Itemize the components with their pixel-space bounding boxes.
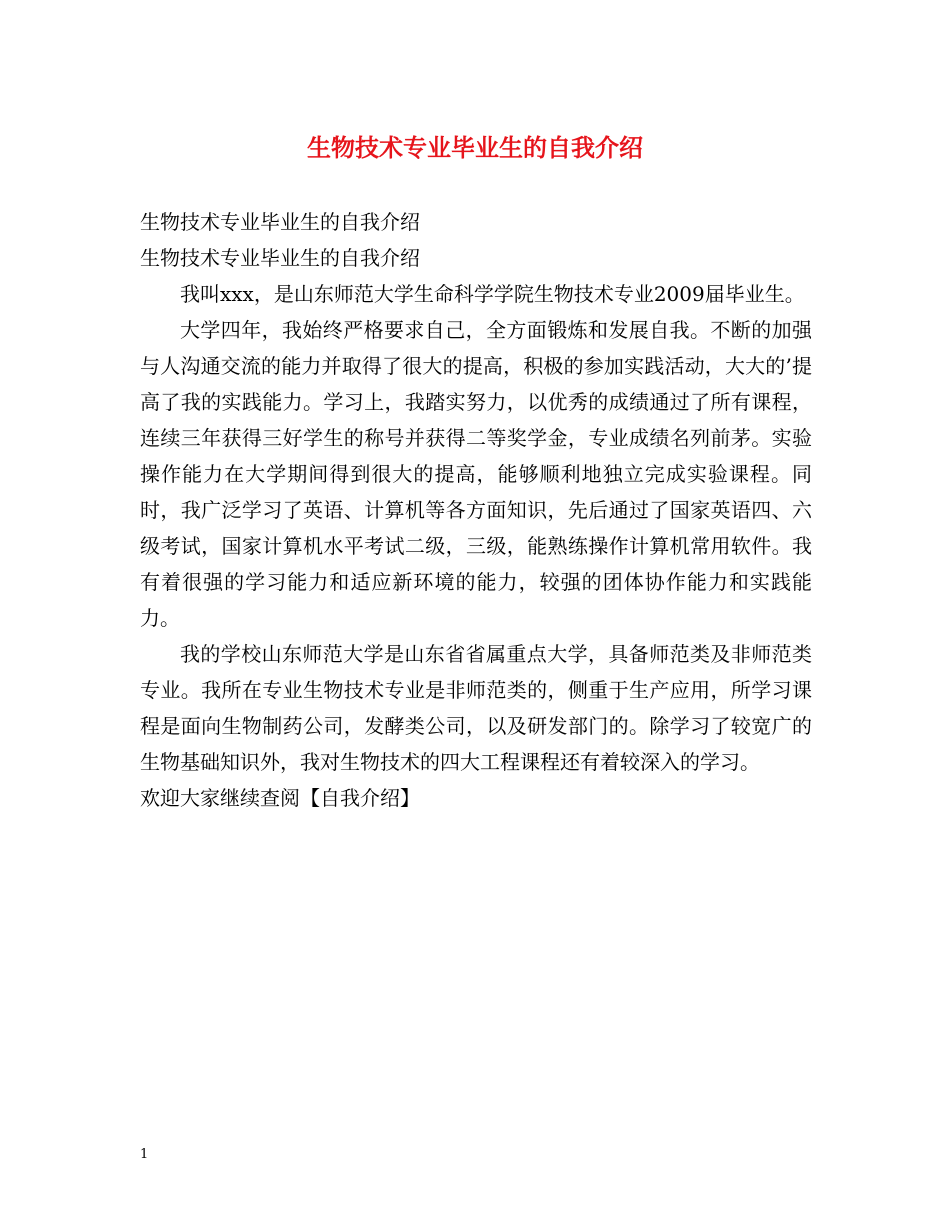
heading-line-1: 生物技术专业毕业生的自我介绍 [140, 210, 420, 234]
page-number: 1 [140, 1147, 149, 1162]
document-title: 生物技术专业毕业生的自我介绍 [307, 134, 643, 162]
heading-line-2: 生物技术专业毕业生的自我介绍 [140, 246, 420, 270]
paragraph-school-major: 我的学校山东师范大学是山东省省属重点大学，具备师范类及非师范类专业。我所在专业生物技术专业是非师范类的，侧重于生产应用，所学习课程是面向生物制药公司，发酵类公司，以及研发部门的。除学习了较宽广的生物基础知识外，我对生物技术的四大工程课程还有着较深入的学习。 [140, 642, 812, 774]
document-body [140, 204, 812, 816]
paragraph-intro: 我叫xxx，是山东师范大学生命科学学院生物技术专业2009届毕业生。 [180, 282, 805, 306]
paragraph-university-life: 大学四年，我始终严格要求自己，全方面锻炼和发展自我。不断的加强与人沟通交流的能力并取得了很大的提高，积极的参加实践活动，大大的’提高了我的实践能力。学习上，我踏实努力，以优秀的成绩通过了所有课程，连续三年获得三好学生的称号并获得二等奖学金，专业成绩名列前茅。实验操作能力在大学期间得到很大的提高，能够顺利地独立完成实验课程。同时，我广泛学习了英语、计算机等各方面知识，先后通过了国家英语四、六级考试，国家计算机水平考试二级，三级，能熟练操作计算机常用软件。我有着很强的学习能力和适应新环境的能力，较强的团体协作能力和实践能力。 [140, 318, 812, 630]
closing-line: 欢迎大家继续查阅【自我介绍】 [140, 786, 420, 810]
